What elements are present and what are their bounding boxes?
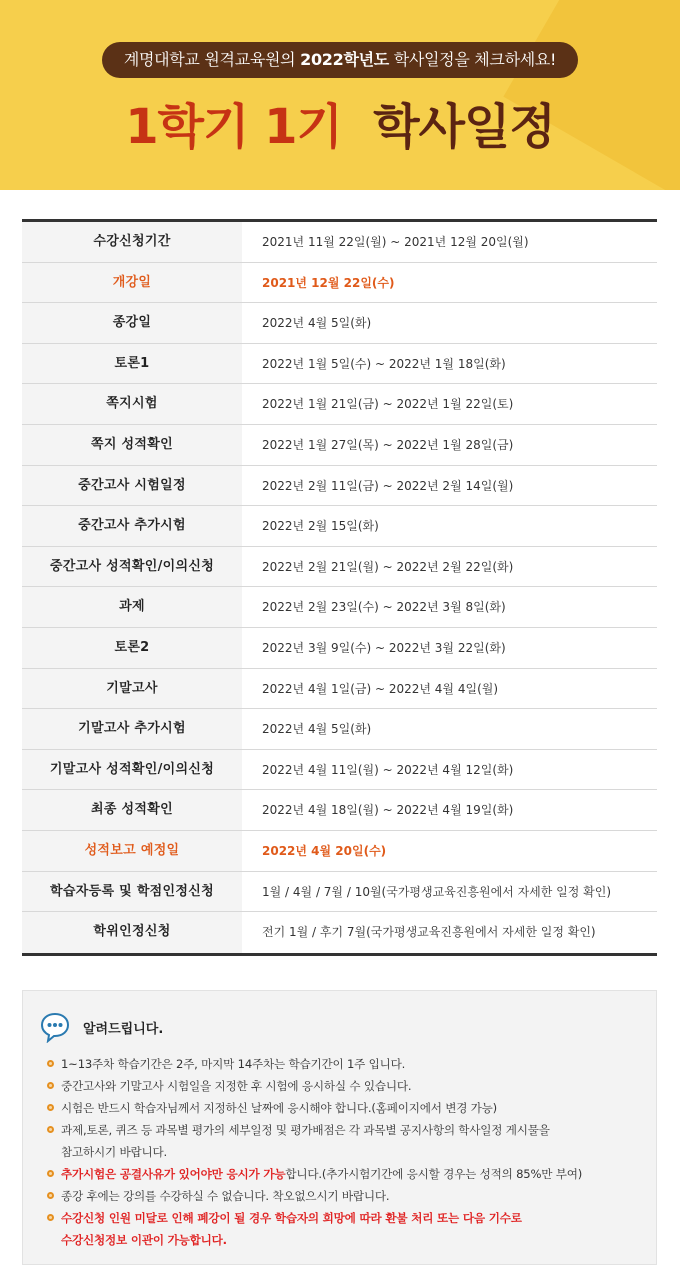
bullet-icon xyxy=(47,1104,54,1111)
schedule-label: 최종 성적확인 xyxy=(22,790,242,830)
page-title-schedule: 학사일정 xyxy=(373,99,555,155)
table-row xyxy=(22,872,657,913)
schedule-date: 2022년 4월 11일(월) ~ 2022년 4월 12일(화) xyxy=(262,762,514,777)
list-item xyxy=(47,1053,647,1075)
notice-text: 1~13주차 학습기간은 2주, 마지막 14주차는 학습기간이 1주 입니다. xyxy=(61,1057,406,1071)
schedule-label: 중간고사 성적확인/이의신청 xyxy=(22,547,242,587)
schedule-date: 2022년 4월 5일(화) xyxy=(262,722,372,737)
pill-text-suffix: 학사일정을 체크하세요! xyxy=(388,50,557,69)
schedule-date: 2022년 4월 1일(금) ~ 2022년 4월 4일(월) xyxy=(262,681,499,696)
list-item xyxy=(47,1185,647,1207)
bullet-icon xyxy=(47,1082,54,1089)
schedule-date: 2022년 4월 20일(수) xyxy=(262,843,387,858)
list-item-continued xyxy=(47,1141,647,1163)
schedule-date: 2021년 11월 22일(월) ~ 2021년 12월 20일(월) xyxy=(262,235,529,249)
schedule-label: 개강일 xyxy=(22,263,242,303)
schedule-date: 2022년 4월 18일(월) ~ 2022년 4월 19일(화) xyxy=(262,803,514,818)
page-title-term: 1학기 1기 xyxy=(125,99,342,155)
schedule-label: 과제 xyxy=(22,587,242,627)
table-row xyxy=(22,384,657,425)
schedule-date: 전기 1월 / 후기 7월(국가평생교육진흥원에서 자세한 일정 확인) xyxy=(262,925,596,940)
notice-text: 시험은 반드시 학습자님께서 지정하신 날짜에 응시해야 합니다.(홈페이지에서 변경 가능) xyxy=(61,1101,498,1115)
list-item xyxy=(47,1075,647,1097)
schedule-label: 기말고사 추가시험 xyxy=(22,709,242,749)
notice-text: 과제,토론, 퀴즈 등 과목별 평가의 세부일정 및 평가배점은 각 과목별 공지사항의 학사일정 게시물을 xyxy=(61,1123,550,1137)
schedule-label: 토론2 xyxy=(22,628,242,668)
bullet-icon xyxy=(47,1060,54,1067)
table-row xyxy=(22,831,657,872)
header-banner xyxy=(0,0,680,190)
bullet-icon xyxy=(47,1170,54,1177)
table-row xyxy=(22,547,657,588)
schedule-date: 2022년 4월 5일(화) xyxy=(262,316,372,331)
schedule-label: 중간고사 추가시험 xyxy=(22,506,242,546)
table-row xyxy=(22,263,657,304)
table-row xyxy=(22,912,657,953)
bullet-icon xyxy=(47,1192,54,1199)
schedule-date: 2022년 2월 15일(화) xyxy=(262,519,379,534)
schedule-label: 수강신청기간 xyxy=(22,222,242,262)
pill-text-bold: 2022학년도 xyxy=(300,50,389,69)
schedule-label: 기말고사 성적확인/이의신청 xyxy=(22,750,242,790)
notice-box xyxy=(22,990,657,1265)
schedule-label: 학위인정신청 xyxy=(22,912,242,953)
list-item xyxy=(47,1207,647,1229)
list-item xyxy=(47,1119,647,1141)
table-row xyxy=(22,344,657,385)
schedule-label: 쪽지시험 xyxy=(22,384,242,424)
schedule-label: 토론1 xyxy=(22,344,242,384)
schedule-label: 중간고사 시험일정 xyxy=(22,466,242,506)
table-row xyxy=(22,222,657,263)
notice-list xyxy=(47,1053,647,1251)
speech-bubble-icon xyxy=(39,1011,71,1043)
table-row xyxy=(22,669,657,710)
schedule-date: 1월 / 4월 / 7월 / 10월(국가평생교육진흥원에서 자세한 일정 확인) xyxy=(262,884,612,899)
notice-text: 종강 후에는 강의를 수강하실 수 없습니다. 착오없으시기 바랍니다. xyxy=(61,1189,390,1203)
notice-header xyxy=(39,1011,163,1043)
list-item xyxy=(47,1163,647,1185)
schedule-date: 2021년 12월 22일(수) xyxy=(262,275,395,290)
schedule-label: 성적보고 예정일 xyxy=(22,831,242,871)
list-item xyxy=(47,1097,647,1119)
notice-text-emphasis: 추가시험은 공결사유가 있어야만 응시가 가능 xyxy=(61,1167,286,1181)
list-item-continued xyxy=(47,1229,647,1251)
schedule-table xyxy=(22,219,657,956)
schedule-label: 종강일 xyxy=(22,303,242,343)
schedule-label: 학습자등록 및 학점인정신청 xyxy=(22,872,242,912)
schedule-date: 2022년 2월 21일(월) ~ 2022년 2월 22일(화) xyxy=(262,559,514,574)
page-title xyxy=(0,88,680,157)
notice-text-emphasis: 수강신청 인원 미달로 인해 폐강이 될 경우 학습자의 희망에 따라 환불 처리 또는 다음 기수로 xyxy=(61,1211,522,1225)
table-row xyxy=(22,303,657,344)
notice-text: 참고하시기 바랍니다. xyxy=(61,1145,167,1159)
notice-text-emphasis: 수강신청정보 이관이 가능합니다. xyxy=(61,1233,227,1247)
pill-text-prefix: 계명대학교 원격교육원의 xyxy=(123,50,301,69)
bullet-icon xyxy=(47,1126,54,1133)
schedule-label: 쪽지 성적확인 xyxy=(22,425,242,465)
table-row xyxy=(22,466,657,507)
schedule-date: 2022년 2월 11일(금) ~ 2022년 2월 14일(월) xyxy=(262,478,514,493)
table-row xyxy=(22,587,657,628)
notice-title: 알려드립니다. xyxy=(83,1021,164,1037)
schedule-date: 2022년 2월 23일(수) ~ 2022년 3월 8일(화) xyxy=(262,600,506,615)
header-pill xyxy=(102,42,578,78)
table-row xyxy=(22,628,657,669)
table-row xyxy=(22,506,657,547)
notice-text: 중간고사와 기말고사 시험일을 지정한 후 시험에 응시하실 수 있습니다. xyxy=(61,1079,412,1093)
table-row xyxy=(22,425,657,466)
schedule-date: 2022년 1월 21일(금) ~ 2022년 1월 22일(토) xyxy=(262,397,514,412)
table-row xyxy=(22,790,657,831)
table-row xyxy=(22,750,657,791)
notice-text: 합니다.(추가시험기간에 응시할 경우는 성적의 85%만 부여) xyxy=(285,1167,583,1181)
schedule-date: 2022년 1월 5일(수) ~ 2022년 1월 18일(화) xyxy=(262,356,506,371)
schedule-date: 2022년 3월 9일(수) ~ 2022년 3월 22일(화) xyxy=(262,640,506,655)
table-row xyxy=(22,709,657,750)
schedule-date: 2022년 1월 27일(목) ~ 2022년 1월 28일(금) xyxy=(262,437,514,452)
schedule-label: 기말고사 xyxy=(22,669,242,709)
bullet-icon xyxy=(47,1214,54,1221)
